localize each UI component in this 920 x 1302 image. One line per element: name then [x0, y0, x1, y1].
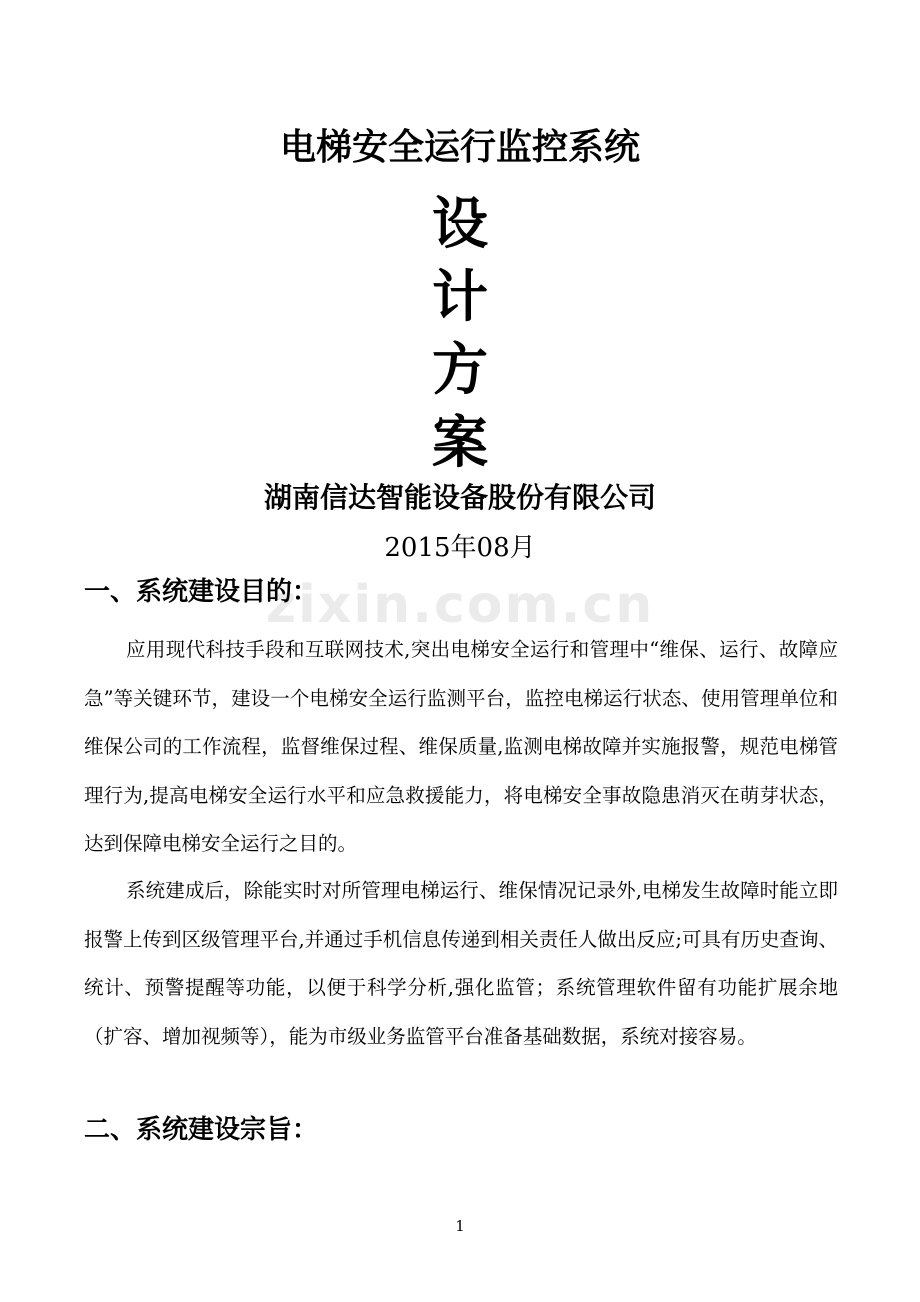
title-char-1: 设 [432, 192, 488, 257]
title-char-4: 案 [432, 411, 488, 476]
paragraph-purpose-1: 应用现代科技手段和互联网技术,突出电梯安全运行和管理中“维保、运行、故障应急”等关键环节，建设一个电梯安全运行监测平台，监控电梯运行状态、使用管理单位和维保公司的工作流程，监督维保过程、维保质量,监测电梯故障并实施报警，规范电梯管理行为,提高电梯安全运行水平和应急救援能力，将电梯安全事故隐患消灭在萌芽状态，达到保障电梯安全运行之目的。 [84, 638, 838, 855]
paragraph-purpose-2: 系统建成后，除能实时对所管理电梯运行、维保情况记录外,电梯发生故障时能立即报警上传到区级管理平台,并通过手机信息传递到相关责任人做出反应;可具有历史查询、统计、预警提醒等功能，以便于科学分析,强化监管；系统管理软件留有功能扩展余地（扩容、增加视频等），能为市级业务监管平台准备基础数据，系统对接容易。 [84, 879, 838, 1048]
watermark: zixin.com.cn [265, 575, 655, 635]
page-number: 1 [455, 1217, 465, 1235]
document-date: 2015年08月 [384, 533, 536, 563]
title-char-3: 方 [432, 338, 488, 403]
section-heading-purpose: 一、系统建设目的： [84, 577, 319, 607]
company-name: 湖南信达智能设备股份有限公司 [263, 481, 656, 514]
document-title: 电梯安全运行监控系统 [279, 127, 640, 168]
title-char-2: 计 [432, 265, 488, 330]
section-heading-tenet: 二、系统建设宗旨： [84, 1115, 319, 1145]
